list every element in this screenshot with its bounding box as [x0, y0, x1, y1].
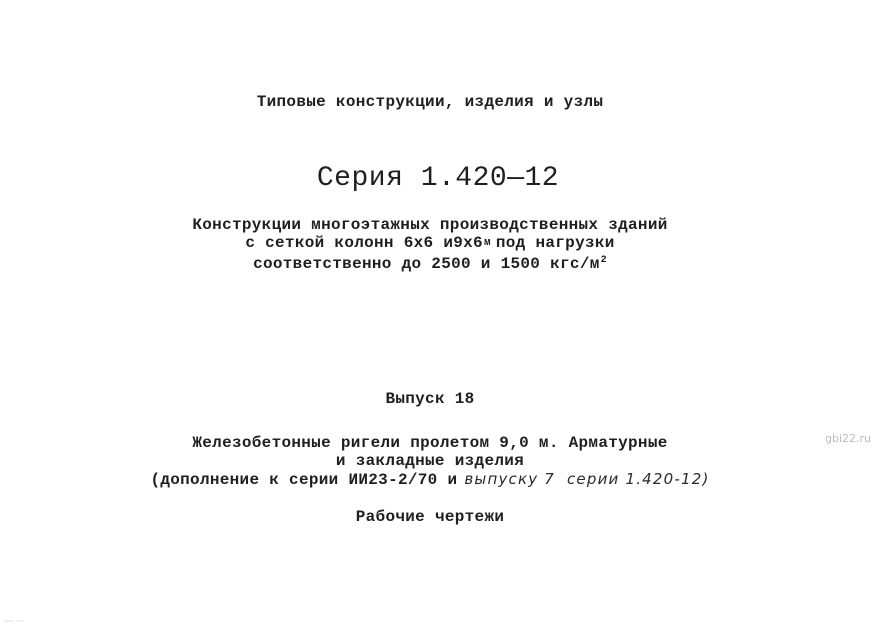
- series-description: [0, 216, 860, 273]
- subject-line-2: и закладные изделия: [335, 452, 525, 470]
- scan-artifact: [16, 620, 23, 622]
- document-series-header: Типовые конструкции, изделия и узлы: [256, 93, 604, 111]
- subject-line-3: [0, 470, 860, 489]
- inserted-annotation: выпуску 7 серии 1.420-12): [464, 470, 710, 488]
- meters-unit-label: м: [483, 237, 491, 249]
- load-values-text: соответственно до 2500 и 1500 кгс/м: [253, 255, 600, 273]
- document-type-label: Рабочие чертежи: [355, 508, 505, 526]
- superscript-2: 2: [600, 255, 607, 266]
- subject-block: [0, 434, 860, 489]
- supplement-reference-text: (дополнение к серии ИИ23-2/70 и: [150, 471, 458, 489]
- series-title: Серия 1.420—12: [316, 163, 560, 194]
- description-line-1: Конструкции многоэтажных производственных зданий: [192, 216, 668, 234]
- site-watermark: gbi22.ru: [824, 432, 871, 445]
- description-line-3: [0, 252, 860, 273]
- subject-line-1: Железобетонные ригели пролетом 9,0 м. Арматурные: [192, 434, 668, 452]
- description-line-2-text: с сеткой колонн 6х6 и9х6: [245, 234, 483, 252]
- description-line-2: [0, 234, 860, 252]
- scan-artifact: [4, 620, 13, 622]
- description-line-2-tail: под нагрузки: [495, 234, 615, 252]
- issue-number-label: Выпуск 18: [385, 390, 475, 408]
